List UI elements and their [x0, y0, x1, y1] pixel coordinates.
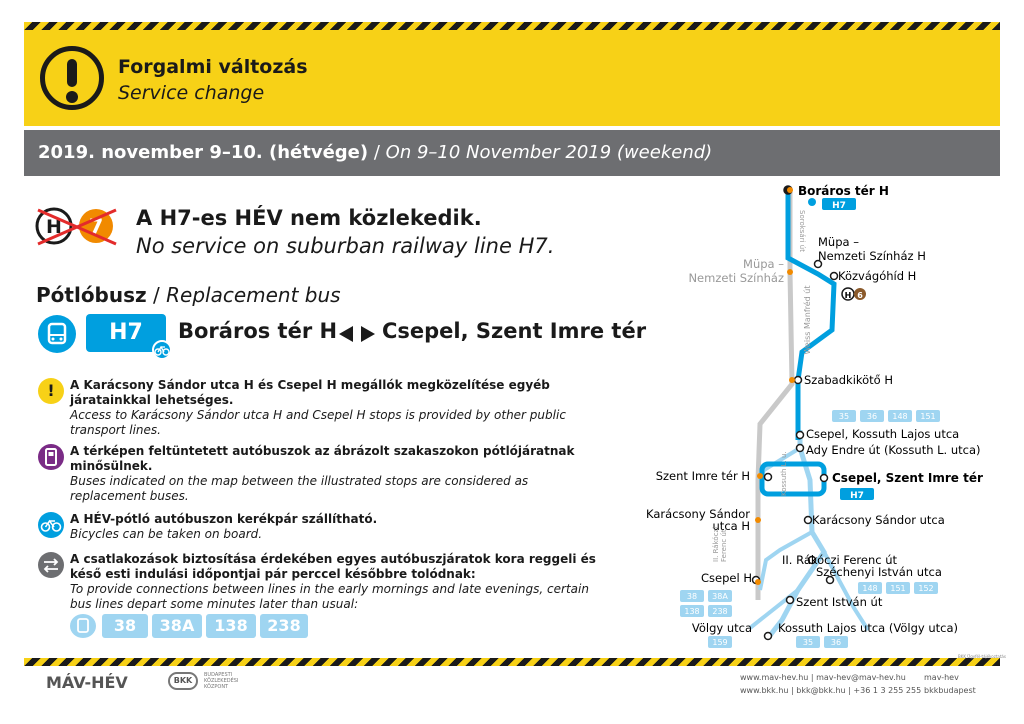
credit: BKK Ügyfél-tájékoztatás [958, 654, 1006, 659]
bus-icon [38, 315, 76, 353]
bus-volgy-159: 159 [712, 638, 728, 647]
note-access [38, 378, 598, 438]
hazard-stripe-top [24, 22, 1000, 30]
stop-karacsony-h-1: Karácsony Sándor [646, 507, 750, 521]
delayed-line-238: 238 [260, 614, 308, 638]
street-soroksari: Soroksári út [798, 210, 806, 252]
bkk-logo: BKK [168, 672, 198, 690]
note-map-buses-en: Buses indicated on the map between the illustrated stops are considered as replacement buses. [70, 474, 529, 503]
note-access-hu: A Karácsony Sándor utca H és Csepel H megállók megközelítése egyéb járatainkkal lehetséges. [70, 378, 550, 407]
stop-rakoczi: II. Rákóczi Ferenc út [782, 553, 898, 567]
banner-title-en: Service change [118, 82, 265, 104]
street-kossuth-l: Kossuth L. u. [780, 451, 788, 496]
svg-text:35: 35 [838, 412, 850, 421]
bus-group-kossuth-volgy [796, 636, 848, 648]
bus-group-csepel-h [680, 590, 732, 617]
svg-text:151: 151 [890, 584, 906, 593]
badge-h7-imre: H7 [850, 491, 864, 501]
svg-text:152: 152 [918, 584, 934, 593]
svg-text:36: 36 [830, 638, 842, 647]
note-connections-hu: A csatlakozások biztosítása érdekében egyes autóbuszjáratok kora reggeli és késő esti indulási időpontjai pár perccel későbbre tolódnak: [70, 552, 596, 581]
stop-szent-imre-h: Szent Imre tér H [655, 469, 750, 483]
banner-title-hu: Forgalmi változás [118, 56, 308, 78]
notice-hu: A H7-es HÉV nem közlekedik. [136, 206, 482, 230]
social-bkk[interactable]: bkkbudapest [924, 686, 976, 695]
note-map-buses-hu: A térképen feltüntetett autóbuszok az ábrázolt szakaszokon pótlójáratnak minősülnek. [70, 444, 575, 473]
service-change-banner [24, 30, 1000, 126]
route-from: Boráros tér H [178, 319, 338, 343]
h7-crossed-out-icon [32, 204, 126, 248]
notice-en: No service on suburban railway line H7. [136, 234, 555, 258]
bicycle-icon [38, 512, 64, 538]
replacement-heading-hu: Pótlóbusz [36, 283, 147, 307]
svg-text:151: 151 [920, 412, 936, 421]
date-separator: / [373, 142, 380, 163]
ticket-validator-icon [38, 444, 64, 470]
social-mav[interactable]: mav-hev [924, 673, 959, 682]
bicycle-icon [152, 340, 172, 360]
warning-icon [40, 46, 104, 110]
svg-text:238: 238 [712, 607, 728, 616]
exclamation-icon: ! [38, 378, 64, 404]
date-bar [24, 130, 1000, 176]
stop-mupa-grey-2: Nemzeti Színház [688, 271, 784, 285]
stop-mupa-1: Müpa – [818, 235, 859, 249]
route-badge-h7: H7 [86, 314, 166, 352]
street-rakoczi-1: II. Rákóczi [712, 526, 720, 562]
bus-icon [70, 614, 96, 638]
street-weiss: Weiss Manfréd út [803, 285, 812, 355]
tram-badge: 6 [857, 291, 863, 300]
date-en: On 9–10 November 2019 (weekend) [385, 142, 713, 163]
bkk-name: BUDAPESTI KÖZLEKEDÉSI KÖZPONT [204, 672, 239, 690]
stop-szent-istvan: Szent István út [796, 595, 883, 609]
stop-mupa-grey-1: Müpa – [743, 257, 784, 271]
stop-karacsony-h-2: utca H [712, 519, 750, 533]
contact-bkk[interactable]: www.bkk.hu | bkk@bkk.hu | +36 1 3 255 255 [740, 686, 922, 695]
hev-letter: H [46, 216, 62, 238]
svg-text:35: 35 [802, 638, 814, 647]
hazard-stripe-bottom [24, 658, 1000, 666]
crossed-line-number: 7 [88, 215, 104, 239]
hev-badge: H [844, 291, 852, 300]
mav-hev-logo: MÁV-HÉV [46, 673, 128, 692]
svg-text:38: 38 [686, 592, 698, 601]
stop-szechenyi: Széchenyi István utca [816, 565, 942, 579]
contact-mav[interactable]: www.mav-hev.hu | mav-hev@mav-hev.hu [740, 673, 906, 682]
stop-ady: Ady Endre út (Kossuth L. utca) [806, 443, 981, 457]
stop-boraros: Boráros tér H [798, 184, 889, 198]
note-connections-en: To provide connections between lines in the early mornings and late evenings, certain bus lines depart some minutes later than usual: [70, 582, 589, 611]
replacement-heading-en: Replacement bus [166, 283, 341, 307]
stop-kossuth-volgy: Kossuth Lajos utca (Völgy utca) [778, 621, 958, 635]
street-rakoczi-2: Ferenc út [720, 529, 728, 562]
note-connections [38, 552, 598, 612]
bus-group-kossuth [832, 410, 940, 422]
note-bicycles-en: Bicycles can be taken on board. [70, 527, 263, 541]
stop-mupa-2: Nemzeti Színház H [818, 249, 926, 263]
svg-text:138: 138 [684, 607, 700, 616]
note-access-en: Access to Karácsony Sándor utca H and Csepel H stops is provided by other public transport lines. [70, 408, 566, 437]
replacement-heading [36, 283, 341, 307]
replacement-heading-separator: / [153, 283, 160, 307]
stop-kozvagohid: Közvágóhíd H [838, 269, 917, 283]
stop-karacsony: Karácsony Sándor utca [812, 513, 945, 527]
note-map-buses [38, 444, 598, 504]
bus-group-szechenyi [858, 582, 938, 594]
stop-csepel-h: Csepel H [701, 571, 752, 585]
svg-text:148: 148 [862, 584, 878, 593]
connection-arrows-icon [38, 552, 64, 578]
route-to: Csepel, Szent Imre tér [382, 319, 647, 343]
svg-text:148: 148 [892, 412, 908, 421]
bidirectional-arrow-icon [339, 325, 375, 343]
delayed-line-38: 38 [102, 614, 148, 638]
delayed-line-38a: 38A [152, 614, 202, 638]
stop-csepel-szent-imre: Csepel, Szent Imre tér [832, 471, 983, 485]
replacement-route-map [640, 180, 1000, 656]
note-bicycles [38, 512, 598, 542]
stop-csepel-kossuth: Csepel, Kossuth Lajos utca [806, 427, 960, 441]
stop-volgy: Völgy utca [691, 621, 752, 635]
delayed-line-138: 138 [206, 614, 256, 638]
badge-h7-top: H7 [832, 201, 846, 211]
date-hu: 2019. november 9–10. (hétvége) [38, 142, 369, 163]
svg-text:36: 36 [866, 412, 878, 421]
stop-szabadkikoto: Szabadkikötő H [804, 373, 894, 387]
note-bicycles-hu: A HÉV-pótló autóbuszon kerékpár szállítható. [70, 512, 378, 526]
svg-text:38A: 38A [712, 592, 728, 601]
